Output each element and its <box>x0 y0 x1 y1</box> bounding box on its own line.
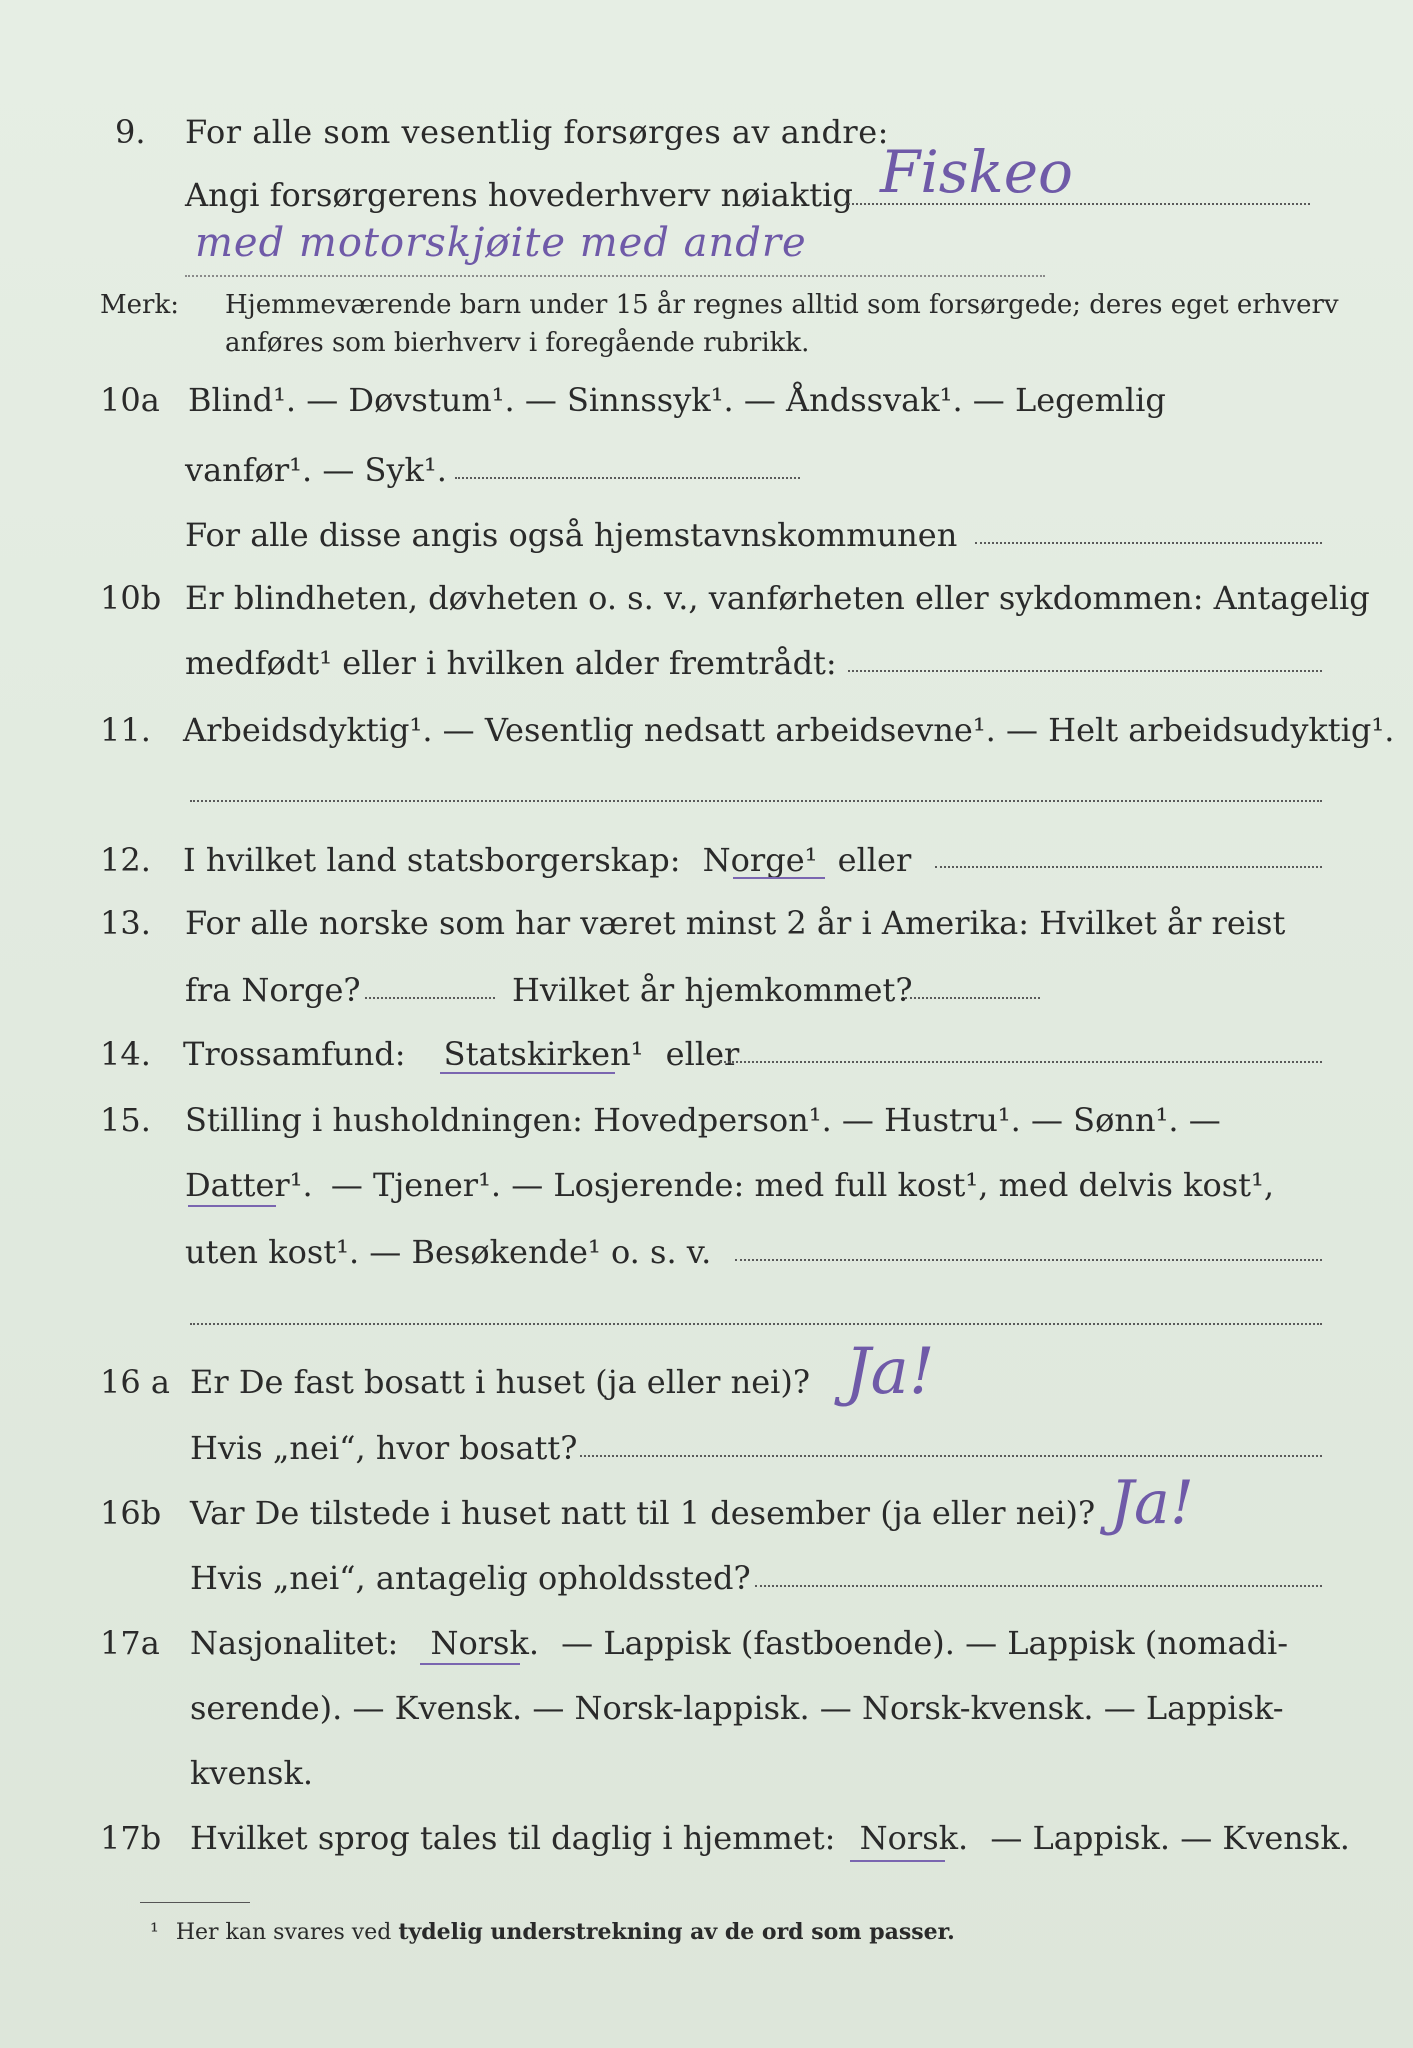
q12-norge: Norge¹ <box>702 841 818 879</box>
q14-eller: eller <box>665 1035 740 1073</box>
q16b-handwritten-answer: Ja! <box>1110 1468 1194 1538</box>
q12-number: 12. <box>100 841 151 879</box>
q13-dotted-line-1 <box>365 997 495 999</box>
q16b-line1: Var De tilstede i huset natt til 1 desember (ja eller nei)? <box>190 1494 1096 1532</box>
q17b-text: Hvilket sprog tales til daglig i hjemmet: <box>190 1819 836 1857</box>
q12-norge-underline <box>733 877 825 879</box>
merk-line1: Hjemmeværende barn under 15 år regnes alltid som forsørgede; deres eget erhverv <box>225 290 1339 320</box>
q10a-number: 10a <box>100 381 160 419</box>
q14-text: Trossamfund: <box>183 1035 406 1073</box>
q13-dotted-line-2 <box>905 997 1040 999</box>
q12-dotted-line <box>935 866 1322 868</box>
q17a-line1-rest: — Lappisk (fastboende). — Lappisk (nomadi- <box>561 1624 1289 1662</box>
q17a-line3: kvensk. <box>190 1754 313 1792</box>
footnote-rule <box>140 1902 250 1903</box>
q9-handwritten-detail: med motorskjøite med andre <box>195 220 807 266</box>
q11-line1: Arbeidsdyktig¹. — Vesentlig nedsatt arbeidsevne¹. — Helt arbeidsudyktig¹. <box>183 711 1395 749</box>
q16a-line1: Er De fast bosatt i huset (ja eller nei)? <box>190 1363 811 1401</box>
q10b-number: 10b <box>100 579 162 617</box>
q16a-number: 16 a <box>100 1363 170 1401</box>
q9-dotted-line-2 <box>185 275 1045 277</box>
footnote-bold-text: tydelig understrekning av de ord som passer. <box>398 1919 955 1945</box>
q16b-line2: Hvis „nei“, antagelig opholdssted? <box>190 1559 751 1597</box>
merk-label: Merk: <box>100 290 179 320</box>
q14-statskirken-underline <box>440 1072 615 1074</box>
q16a-line2: Hvis „nei“, hvor bosatt? <box>190 1429 578 1467</box>
q12-text: I hvilket land statsborgerskap: <box>183 841 681 879</box>
q17b-norsk-underline <box>850 1860 945 1862</box>
q17a-line1 <box>190 1623 1288 1663</box>
q15-line2 <box>185 1165 1274 1205</box>
footnote-mark: ¹ <box>150 1920 159 1945</box>
q10a-dotted-line-2 <box>975 542 1322 544</box>
q10b-line1: Er blindheten, døvheten o. s. v., vanførheten eller sykdommen: Antagelig <box>185 579 1370 617</box>
q15-line2-text: — Tjener¹. — Losjerende: med full kost¹, med delvis kost¹, <box>330 1166 1275 1204</box>
q15-number: 15. <box>100 1101 151 1139</box>
q17b-number: 17b <box>100 1819 162 1857</box>
q15-dotted-line-2 <box>190 1323 1322 1325</box>
q15-datter-underline <box>188 1205 276 1207</box>
q17b-line <box>190 1818 1350 1858</box>
q10a-line1: Blind¹. — Døvstum¹. — Sinnssyk¹. — Åndssvak¹. — Legemlig <box>188 381 1166 419</box>
q10a-line3: For alle disse angis også hjemstavnskommunen <box>185 516 958 554</box>
q9-line2: Angi forsørgerens hovederhverv nøiaktig <box>185 176 853 214</box>
q17a-norsk: Norsk. <box>430 1624 539 1662</box>
q10a-line2: vanfør¹. — Syk¹. <box>185 451 447 489</box>
q15-line1: Stilling i husholdningen: Hovedperson¹. — Hustru¹. — Sønn¹. — <box>185 1101 1221 1139</box>
q14-question <box>183 1034 739 1074</box>
q17b-rest: — Lappisk. — Kvensk. <box>990 1819 1350 1857</box>
merk-line2: anføres som bierhverv i foregående rubrikk. <box>225 328 810 358</box>
q17a-text: Nasjonalitet: <box>190 1624 399 1662</box>
q14-dotted-line <box>720 1061 1322 1063</box>
q13-line2b: Hvilket år hjemkommet? <box>512 971 913 1009</box>
q13-line1: For alle norske som har været minst 2 år i Amerika: Hvilket år reist <box>185 904 1286 942</box>
q11-dotted-line <box>190 800 1322 802</box>
q11-number: 11. <box>100 711 151 749</box>
q16a-dotted-line <box>580 1455 1322 1457</box>
q13-number: 13. <box>100 904 151 942</box>
q12-question <box>183 840 911 880</box>
q9-handwritten-occupation: Fiskeo <box>880 138 1073 206</box>
footnote <box>150 1918 955 1947</box>
q16b-dotted-line <box>755 1585 1322 1587</box>
footnote-text: Her kan svares ved <box>175 1920 392 1945</box>
q16b-number: 16b <box>100 1494 162 1532</box>
q17b-norsk: Norsk. <box>859 1819 969 1857</box>
q15-datter: Datter¹. <box>185 1166 313 1204</box>
q9-line1: For alle som vesentlig forsørges av andre: <box>185 113 889 151</box>
q10a-dotted-line <box>455 477 800 479</box>
q10b-line2: medfødt¹ eller i hvilken alder fremtrådt: <box>185 644 837 682</box>
q15-line3: uten kost¹. — Besøkende¹ o. s. v. <box>185 1233 712 1271</box>
q15-dotted-line-1 <box>735 1259 1322 1261</box>
q14-number: 14. <box>100 1035 151 1073</box>
q17a-norsk-underline <box>420 1663 520 1665</box>
q14-statskirken: Statskirken¹ <box>443 1035 644 1073</box>
q9-number: 9. <box>115 113 146 151</box>
q16a-handwritten-answer: Ja! <box>845 1335 935 1409</box>
q12-eller: eller <box>837 841 912 879</box>
q17a-line2: serende). — Kvensk. — Norsk-lappisk. — Norsk-kvensk. — Lappisk- <box>190 1689 1284 1727</box>
q13-line2a: fra Norge? <box>185 971 361 1009</box>
q17a-number: 17a <box>100 1624 160 1662</box>
q10b-dotted-line <box>848 670 1322 672</box>
